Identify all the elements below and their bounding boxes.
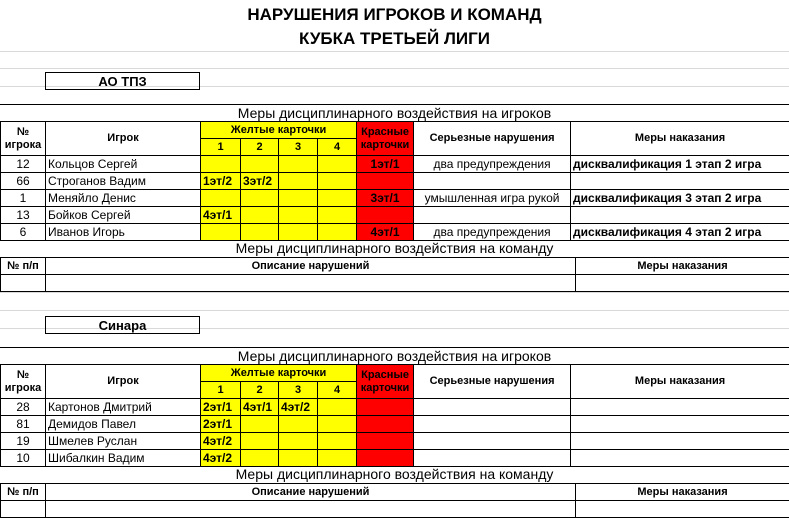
- yellow-4: [318, 173, 357, 190]
- red-card: [357, 450, 414, 467]
- red-header: Красные карточки: [357, 365, 414, 399]
- yellow-1: 4эт/1: [201, 207, 241, 224]
- yellow-3: [279, 416, 318, 433]
- yellow-3: [279, 450, 318, 467]
- penalty: дисквалификация 1 этап 2 игра: [571, 156, 789, 173]
- yellow-3: [279, 207, 318, 224]
- team-desc-header: Описание нарушений: [46, 258, 576, 275]
- penalty: [571, 433, 789, 450]
- player-name: Кольцов Сергей: [46, 156, 201, 173]
- red-card: [357, 416, 414, 433]
- player-num: 12: [1, 156, 46, 173]
- players-table: [0, 121, 789, 241]
- table-row: [1, 190, 789, 207]
- yellow-col-2: 2: [241, 382, 279, 399]
- grid-line: [0, 68, 789, 69]
- serious-violation: [414, 207, 571, 224]
- yellow-3: 4эт/2: [279, 399, 318, 416]
- player-header: Игрок: [46, 122, 201, 156]
- yellow-3: [279, 156, 318, 173]
- team-desc-header: Описание нарушений: [46, 484, 576, 501]
- penalty-header: Меры наказания: [571, 122, 789, 156]
- player-num: 19: [1, 433, 46, 450]
- red-card: [357, 207, 414, 224]
- red-card: 4эт/1: [357, 224, 414, 241]
- player-num: 1: [1, 190, 46, 207]
- player-name: Строганов Вадим: [46, 173, 201, 190]
- yellow-1: [201, 224, 241, 241]
- yellow-4: [318, 399, 357, 416]
- penalty: дисквалификация 4 этап 2 игра: [571, 224, 789, 241]
- table-row: [1, 416, 789, 433]
- team-violations-table: [0, 257, 789, 292]
- serious-violation: умышленная игра рукой: [414, 190, 571, 207]
- red-header: Красные карточки: [357, 122, 414, 156]
- yellow-2: [241, 224, 279, 241]
- grid-line: [0, 310, 789, 311]
- player-name: Иванов Игорь: [46, 224, 201, 241]
- page-subtitle: КУБКА ТРЕТЬЕЙ ЛИГИ: [299, 29, 490, 48]
- table-row: [1, 224, 789, 241]
- serious-header: Серьезные нарушения: [414, 365, 571, 399]
- player-num: 6: [1, 224, 46, 241]
- yellow-1: 2эт/1: [201, 416, 241, 433]
- yellow-2: 3эт/2: [241, 173, 279, 190]
- red-card: [357, 399, 414, 416]
- player-num: 81: [1, 416, 46, 433]
- players-section-header: Меры дисциплинарного воздействия на игроков: [0, 347, 789, 364]
- yellow-4: [318, 416, 357, 433]
- serious-header: Серьезные нарушения: [414, 122, 571, 156]
- yellow-col-1: 1: [201, 139, 241, 156]
- yellow-3: [279, 433, 318, 450]
- yellow-2: 4эт/1: [241, 399, 279, 416]
- yellow-4: [318, 190, 357, 207]
- yellow-col-2: 2: [241, 139, 279, 156]
- player-num: 66: [1, 173, 46, 190]
- yellow-4: [318, 207, 357, 224]
- team-num-header: № п/п: [1, 484, 46, 501]
- yellow-2: [241, 433, 279, 450]
- serious-violation: [414, 416, 571, 433]
- player-num: 28: [1, 399, 46, 416]
- penalty: [571, 207, 789, 224]
- penalty-header: Меры наказания: [571, 365, 789, 399]
- grid-line: [0, 51, 789, 52]
- player-name: Шибалкин Вадим: [46, 450, 201, 467]
- table-row: [1, 275, 789, 292]
- yellow-col-1: 1: [201, 382, 241, 399]
- player-name: Демидов Павел: [46, 416, 201, 433]
- player-num: 13: [1, 207, 46, 224]
- red-card: 3эт/1: [357, 190, 414, 207]
- yellow-col-4: 4: [318, 382, 357, 399]
- penalty: дисквалификация 3 этап 2 игра: [571, 190, 789, 207]
- yellow-4: [318, 450, 357, 467]
- table-row: [1, 207, 789, 224]
- team-penalty-header: Меры наказания: [576, 258, 789, 275]
- players-section-header: Меры дисциплинарного воздействия на игроков: [0, 104, 789, 121]
- team-num-header: № п/п: [1, 258, 46, 275]
- player-name: Картонов Дмитрий: [46, 399, 201, 416]
- yellow-col-3: 3: [279, 382, 318, 399]
- yellow-3: [279, 173, 318, 190]
- yellow-1: 1эт/2: [201, 173, 241, 190]
- player-name: Шмелев Руслан: [46, 433, 201, 450]
- yellow-2: [241, 450, 279, 467]
- yellow-col-4: 4: [318, 139, 357, 156]
- team-section-header: Меры дисциплинарного воздействия на команду: [235, 240, 554, 256]
- red-card: [357, 433, 414, 450]
- penalty: [571, 173, 789, 190]
- serious-violation: [414, 399, 571, 416]
- yellow-header: Желтые карточки: [201, 122, 357, 139]
- serious-violation: [414, 173, 571, 190]
- num-header: № игрока: [1, 122, 46, 156]
- player-name: Меняйло Денис: [46, 190, 201, 207]
- player-name: Бойков Сергей: [46, 207, 201, 224]
- yellow-3: [279, 190, 318, 207]
- penalty: [571, 399, 789, 416]
- table-row: [1, 173, 789, 190]
- player-num: 10: [1, 450, 46, 467]
- yellow-1: 4эт/2: [201, 433, 241, 450]
- team-violations-table: [0, 483, 789, 518]
- yellow-col-3: 3: [279, 139, 318, 156]
- table-row: [1, 501, 789, 518]
- team-penalty-header: Меры наказания: [576, 484, 789, 501]
- table-row: [1, 399, 789, 416]
- page-title: НАРУШЕНИЯ ИГРОКОВ И КОМАНД: [247, 5, 542, 24]
- yellow-1: [201, 190, 241, 207]
- yellow-2: [241, 416, 279, 433]
- penalty: [571, 450, 789, 467]
- team-name: Синара: [45, 316, 200, 334]
- table-row: [1, 156, 789, 173]
- red-card: [357, 173, 414, 190]
- penalty: [571, 416, 789, 433]
- team-section-header: Меры дисциплинарного воздействия на команду: [235, 466, 554, 482]
- table-row: [1, 450, 789, 467]
- yellow-2: [241, 207, 279, 224]
- yellow-4: [318, 156, 357, 173]
- serious-violation: два предупреждения: [414, 156, 571, 173]
- serious-violation: [414, 450, 571, 467]
- red-card: 1эт/1: [357, 156, 414, 173]
- yellow-1: 2эт/1: [201, 399, 241, 416]
- player-header: Игрок: [46, 365, 201, 399]
- grid-line: [0, 292, 789, 293]
- serious-violation: [414, 433, 571, 450]
- yellow-4: [318, 433, 357, 450]
- num-header: № игрока: [1, 365, 46, 399]
- serious-violation: два предупреждения: [414, 224, 571, 241]
- players-table: [0, 364, 789, 467]
- yellow-1: 4эт/2: [201, 450, 241, 467]
- yellow-2: [241, 190, 279, 207]
- team-name: АО ТПЗ: [45, 72, 200, 90]
- yellow-2: [241, 156, 279, 173]
- yellow-3: [279, 224, 318, 241]
- table-row: [1, 433, 789, 450]
- yellow-header: Желтые карточки: [201, 365, 357, 382]
- yellow-1: [201, 156, 241, 173]
- yellow-4: [318, 224, 357, 241]
